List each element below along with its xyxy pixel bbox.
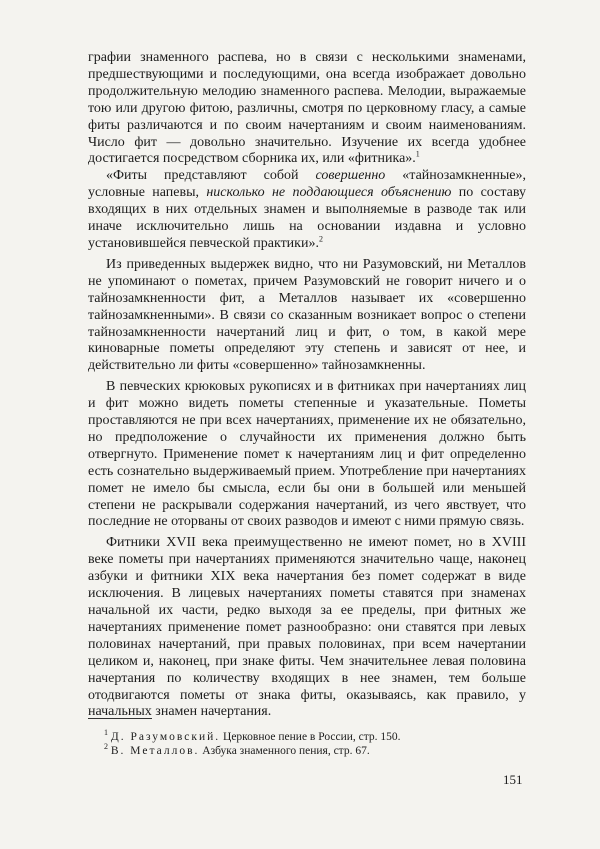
paragraph-3: Из приведенных выдержек видно, что ни Разумовский, ни Металлов не упоминают о пометах, причем Разумовский не говорит ничего и о тайнозамкненности фит, а Металлов называет их «совершенно тайнозамкненными». В связи со сказанным возникает вопрос о степени тайнозамкненности начертаний лиц и фит, о том, в какой мере киноварные пометы определяют эту степень и зависят от нее, и действительно ли фиты «совершенно» тайнозамкненны. bbox=[88, 256, 526, 374]
paragraph-5: Фитники XVII века преимущественно не имеют помет, но в XVIII веке пометы при начертаниях применяются значительно чаще, наконец азбуки и фитники XIX века начертания без помет содержат в виде исключения. В лицевых начертаниях пометы ставятся при знаменах начальной их части, редко выходя за ее пределы, при фитных же начертаниях применение помет разнообразно: они ставятся при левых половинах начертаний, при правых половинах, при всем начертании целиком и, наконец, при знаке фиты. Чем значительнее левая половина начертания по количеству входящих в нее знамен, тем больше отодвигаются пометы от знака фиты, оказываясь, как правило, у начальных знамен начертания. bbox=[88, 535, 526, 720]
page-number: 151 bbox=[503, 772, 523, 787]
footnote-1 bbox=[104, 730, 524, 744]
paragraph-1 bbox=[88, 50, 526, 168]
quote-text-b: «тайнозамкненные», условные напевы, bbox=[88, 168, 526, 201]
footnote-2-author: В. Металлов. bbox=[110, 745, 200, 757]
footnote-divider bbox=[88, 718, 152, 719]
quote-emphasis-1: совершенно bbox=[315, 168, 386, 184]
paragraph-2-quote bbox=[88, 168, 526, 253]
footnote-1-text: Церковное пение в России, стр. 150. bbox=[220, 731, 401, 743]
paragraph-4: В певческих крюковых рукописях и в фитниках при начертаниях лиц и фит можно видеть пометы степенные и указательные. Пометы проставляются не при всех начертаниях, применение их не обязательно, но предположение о случайности их применения должно быть отвергнуто. Применение помет к начертаниям лиц и фит определенно есть сознательно выдерживаемый прием. Употребление при начертаниях помет не имело бы смысла, если бы они в большей или меньшей степени не раскрывали содержания начертаний, из чего явствует, что последние не оторваны от своих разводов и имеют с ними прямую связь. bbox=[88, 379, 526, 530]
main-text bbox=[88, 50, 526, 721]
footnote-1-mark: 1 bbox=[104, 728, 108, 738]
footnotes bbox=[104, 730, 524, 758]
paragraph-1-text: графии знаменного распева, но в связи с несколькими знаменами, предшествующими и последующими, она всегда изображает довольно продолжительную мелодию знаменного распева. Мелодии, выражаемые тою или другою фитою, различны, смотря по церковному гласу, а самые фиты различаются и по своим начертаниям и своим наименованиям. Число фит — довольно значительно. Изучение их всегда удобнее достигается посредством сборника их, или «фитника». bbox=[88, 50, 526, 167]
footnote-1-author: Д. Разумовский. bbox=[110, 731, 221, 743]
quote-emphasis-2: нисколько не поддающиеся объяснению bbox=[206, 185, 452, 201]
quote-text-a: «Фиты представляют собой bbox=[106, 168, 316, 184]
footnote-ref-2: 2 bbox=[318, 234, 323, 244]
footnote-ref-1: 1 bbox=[415, 149, 420, 159]
footnote-2-mark: 2 bbox=[104, 742, 108, 752]
quote-text-c: по составу входящих в них отдельных знамен и выполняемые в разводе так или иначе исключительно лишь на основании издавна и условно установившейся певческой практики». bbox=[88, 185, 526, 251]
footnote-2 bbox=[104, 744, 524, 758]
footnote-2-text: Азбука знаменного пения, стр. 67. bbox=[199, 745, 370, 757]
